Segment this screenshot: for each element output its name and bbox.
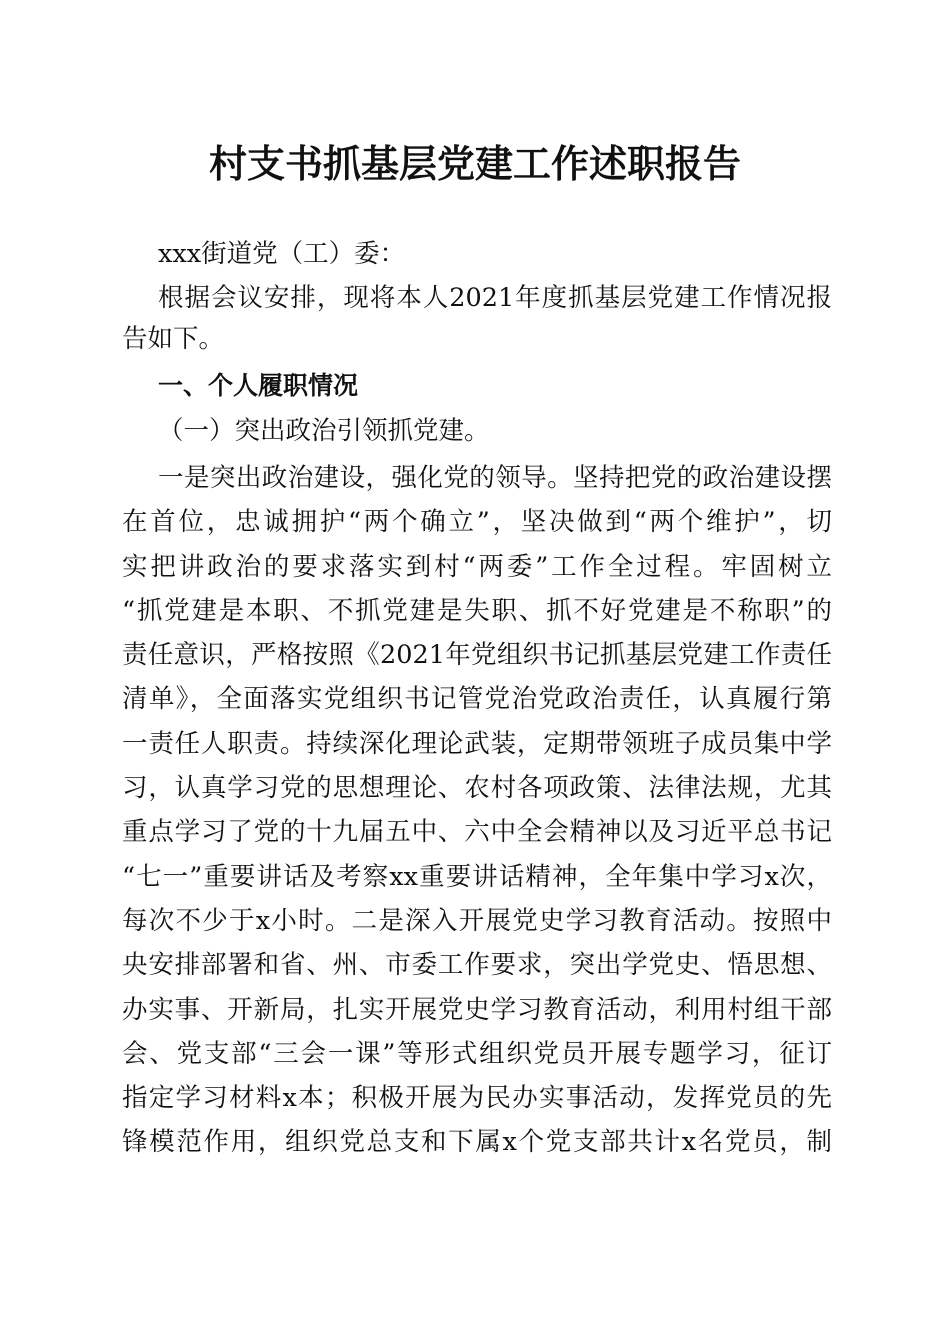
body-line: 每次不少于x小时。二是深入开展党史学习教育活动。按照中 [122,905,832,936]
body-line: 锋模范作用，组织党总支和下属x个党支部共计x名党员，制 [122,1127,832,1158]
body-line: 央安排部署和省、州、市委工作要求，突出学党史、悟思想、 [122,950,832,981]
body-line: 会、党支部“三会一课”等形式组织党员开展专题学习，征订 [122,1038,832,1069]
intro-line: 告如下。 [122,324,225,354]
body-line: 责任意识，严格按照《2021年党组织书记抓基层党建工作责任 [122,640,832,671]
body-line: 重点学习了党的十九届五中、六中全会精神以及习近平总书记 [122,817,832,848]
body-line: “抓党建是本职、不抓党建是失职、抓不好党建是不称职”的 [122,595,832,626]
document-title: 村支书抓基层党建工作述职报告 [208,141,741,186]
body-line: 一责任人职责。持续深化理论武装，定期带领班子成员集中学 [122,728,832,759]
intro-line: 根据会议安排，现将本人2021年度抓基层党建工作情况报 [158,283,832,313]
section-heading: 一、个人履职情况 [158,371,359,400]
body-line: 指定学习材料x本；积极开展为民办实事活动，发挥党员的先 [122,1083,832,1114]
body-line: 习，认真学习党的思想理论、农村各项政策、法律法规，尤其 [122,773,832,804]
intro-paragraph [122,278,832,360]
body-paragraph [122,456,832,1165]
body-line: 办实事、开新局，扎实开展党史学习教育活动，利用村组干部 [122,994,832,1025]
body-line: 一是突出政治建设，强化党的领导。坚持把党的政治建设摆 [158,463,832,493]
subsection-heading: （一）突出政治引领抓党建。 [158,416,490,446]
body-line: “七一”重要讲话及考察xx重要讲话精神，全年集中学习x次， [122,861,832,892]
body-line: 实把讲政治的要求落实到村“两委”工作全过程。牢固树立 [122,551,832,582]
body-line: 清单》，全面落实党组织书记管党治党政治责任，认真履行第 [122,684,832,715]
body-line: 在首位，忠诚拥护“两个确立”，坚决做到“两个维护”，切 [122,507,832,538]
salutation: xxx街道党（工）委： [158,239,406,269]
